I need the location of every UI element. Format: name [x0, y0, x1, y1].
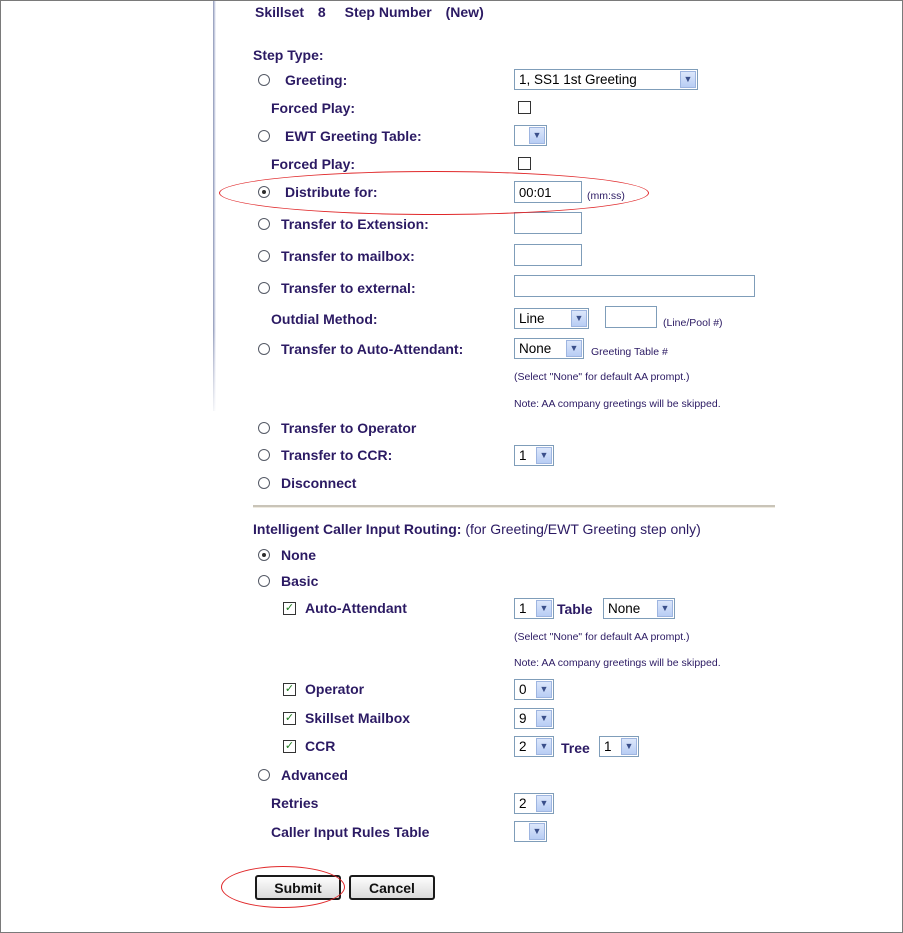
ccr-tree-select[interactable]: [599, 736, 639, 757]
auto-attendant-label: Auto-Attendant: [305, 600, 407, 616]
greeting-forced-play-checkbox[interactable]: [518, 101, 531, 114]
icir-none-radio[interactable]: [258, 549, 270, 561]
transfer-auto-attendant-radio[interactable]: [258, 343, 270, 355]
transfer-extension-label: Transfer to Extension:: [281, 216, 429, 232]
auto-attendant-key-value: 1: [519, 601, 527, 616]
ccr-tree-value: 1: [604, 739, 612, 754]
outdial-method-label: Outdial Method:: [271, 311, 378, 327]
greeting-select[interactable]: [514, 69, 698, 90]
icir-aa-default-prompt-note: (Select "None" for default AA prompt.): [514, 631, 690, 643]
auto-attendant-key-select[interactable]: [514, 598, 554, 619]
transfer-auto-attendant-select[interactable]: [514, 338, 584, 359]
transfer-extension-input[interactable]: [514, 212, 582, 234]
step-number-label: Step Number: [344, 4, 432, 20]
chevron-down-icon: ▼: [529, 127, 545, 144]
aa-default-prompt-note: (Select "None" for default AA prompt.): [514, 371, 690, 383]
chevron-down-icon: ▼: [657, 600, 673, 617]
icir-aa-greetings-skipped-note: Note: AA company greetings will be skipped.: [514, 657, 721, 669]
tree-label: Tree: [561, 740, 590, 756]
transfer-ccr-select[interactable]: [514, 445, 554, 466]
ewt-forced-play-label: Forced Play:: [271, 156, 356, 172]
caller-input-rules-label: Caller Input Rules Table: [271, 824, 430, 840]
icir-advanced-radio[interactable]: [258, 769, 270, 781]
chevron-down-icon: ▼: [536, 738, 552, 755]
section-divider: [253, 505, 775, 508]
icir-title: [253, 521, 701, 537]
greeting-select-value: 1, SS1 1st Greeting: [519, 72, 637, 87]
table-label: Table: [557, 601, 593, 617]
transfer-auto-attendant-label: Transfer to Auto-Attendant:: [281, 341, 464, 357]
retries-value: 2: [519, 796, 527, 811]
step-number-value: (New): [445, 4, 484, 20]
operator-checkbox[interactable]: ✓: [284, 683, 295, 695]
icir-advanced-label: Advanced: [281, 767, 348, 783]
distribute-for-radio[interactable]: [258, 186, 270, 198]
skillset-mailbox-key-select[interactable]: [514, 708, 554, 729]
transfer-external-label: Transfer to external:: [281, 280, 416, 296]
ccr-label: CCR: [305, 738, 336, 754]
left-frame-fade: [213, 331, 216, 421]
caller-input-rules-select[interactable]: [514, 821, 547, 842]
transfer-ccr-label: Transfer to CCR:: [281, 447, 393, 463]
page-header: [255, 4, 484, 20]
ccr-key-select[interactable]: [514, 736, 554, 757]
skillset-mailbox-key-value: 9: [519, 711, 527, 726]
greeting-label: Greeting:: [285, 72, 348, 88]
chevron-down-icon: ▼: [571, 310, 587, 327]
chevron-down-icon: ▼: [536, 681, 552, 698]
icir-none-label: None: [281, 547, 316, 563]
icir-title-label: Intelligent Caller Input Routing:: [253, 521, 462, 537]
chevron-down-icon: ▼: [536, 710, 552, 727]
outdial-method-select[interactable]: [514, 308, 589, 329]
cancel-button[interactable]: Cancel: [349, 875, 435, 900]
chevron-down-icon: ▼: [536, 795, 552, 812]
operator-key-value: 0: [519, 682, 527, 697]
distribute-for-highlight-ellipse: [219, 171, 649, 215]
distribute-for-unit: (mm:ss): [587, 190, 625, 202]
greeting-radio[interactable]: [258, 74, 270, 86]
operator-key-select[interactable]: [514, 679, 554, 700]
ccr-checkbox[interactable]: ✓: [284, 740, 295, 752]
transfer-mailbox-input[interactable]: [514, 244, 582, 266]
disconnect-radio[interactable]: [258, 477, 270, 489]
outdial-method-value: Line: [519, 311, 545, 326]
transfer-extension-radio[interactable]: [258, 218, 270, 230]
line-pool-input[interactable]: [605, 306, 657, 328]
auto-attendant-table-select[interactable]: [603, 598, 675, 619]
operator-label: Operator: [305, 681, 365, 697]
transfer-ccr-value: 1: [519, 448, 527, 463]
ewt-greeting-table-label: EWT Greeting Table:: [285, 128, 422, 144]
ewt-forced-play-checkbox[interactable]: [518, 157, 531, 170]
skillset-mailbox-checkbox[interactable]: ✓: [284, 712, 295, 724]
step-type-title: Step Type:: [253, 47, 324, 63]
transfer-external-input[interactable]: [514, 275, 755, 297]
greeting-forced-play-label: Forced Play:: [271, 100, 356, 116]
submit-button[interactable]: Submit: [255, 875, 341, 900]
ccr-key-value: 2: [519, 739, 527, 754]
transfer-mailbox-label: Transfer to mailbox:: [281, 248, 415, 264]
ewt-greeting-table-radio[interactable]: [258, 130, 270, 142]
chevron-down-icon: ▼: [680, 71, 696, 88]
distribute-for-label: Distribute for:: [285, 184, 378, 200]
auto-attendant-table-value: None: [608, 601, 641, 616]
transfer-ccr-radio[interactable]: [258, 449, 270, 461]
aa-greetings-skipped-note: Note: AA company greetings will be skipped.: [514, 398, 721, 410]
skillset-value: 8: [317, 4, 326, 20]
greeting-table-hint: Greeting Table #: [591, 346, 668, 358]
distribute-for-input[interactable]: [514, 181, 582, 203]
skillset-label: Skillset: [255, 4, 305, 20]
chevron-down-icon: ▼: [536, 447, 552, 464]
disconnect-label: Disconnect: [281, 475, 357, 491]
chevron-down-icon: ▼: [621, 738, 637, 755]
transfer-external-radio[interactable]: [258, 282, 270, 294]
chevron-down-icon: ▼: [536, 600, 552, 617]
icir-basic-label: Basic: [281, 573, 319, 589]
transfer-operator-radio[interactable]: [258, 422, 270, 434]
transfer-operator-label: Transfer to Operator: [281, 420, 417, 436]
chevron-down-icon: ▼: [529, 823, 545, 840]
icir-subtitle: (for Greeting/EWT Greeting step only): [465, 521, 701, 537]
skillset-mailbox-label: Skillset Mailbox: [305, 710, 411, 726]
transfer-auto-attendant-value: None: [519, 341, 552, 356]
transfer-mailbox-radio[interactable]: [258, 250, 270, 262]
line-pool-hint: (Line/Pool #): [663, 317, 723, 329]
retries-label: Retries: [271, 795, 319, 811]
auto-attendant-checkbox[interactable]: ✓: [284, 602, 295, 614]
chevron-down-icon: ▼: [566, 340, 582, 357]
ewt-greeting-table-select[interactable]: [514, 125, 547, 146]
icir-basic-radio[interactable]: [258, 575, 270, 587]
retries-select[interactable]: [514, 793, 554, 814]
